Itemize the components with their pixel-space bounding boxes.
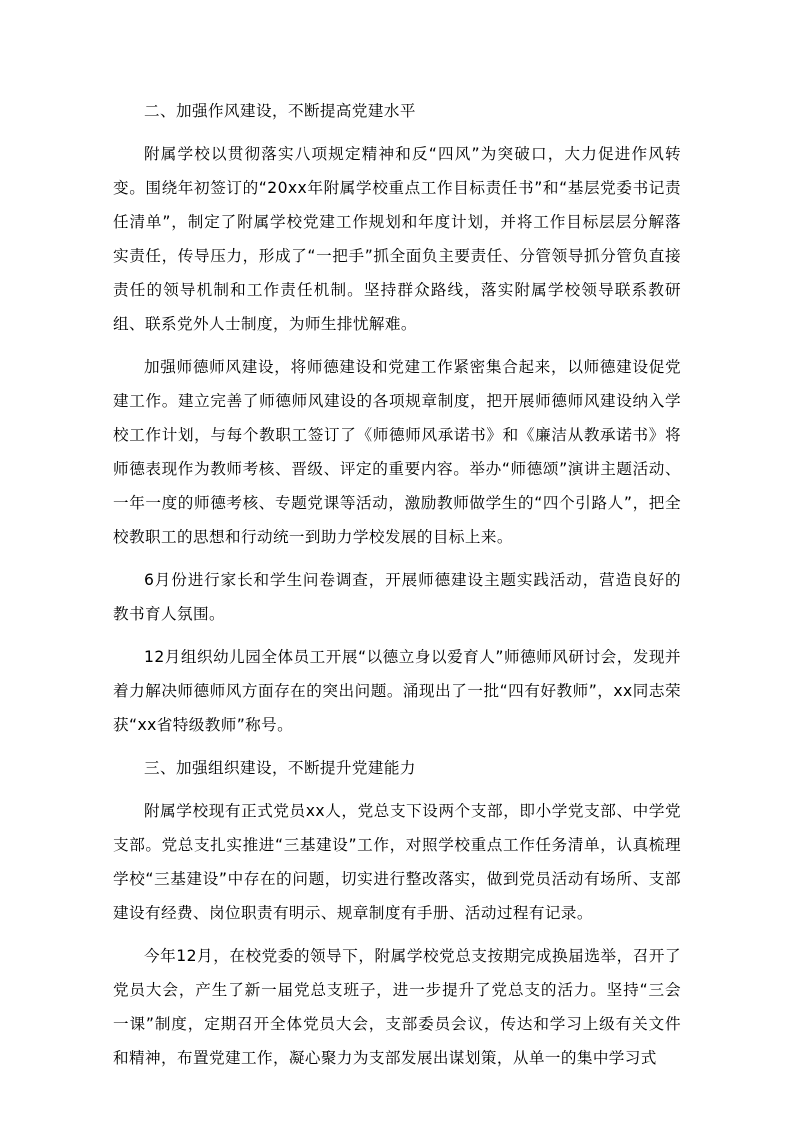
paragraph-december-seminar: 12月组织幼儿园全体员工开展“以德立身以爱育人”师德师风研讨会，发现并着力解决师德师风方面存在的突出问题。涌现出了一批“四有好教师”，xx同志荣获“xx省特级教师”称号。 [113,648,681,734]
paragraph-work-style: 附属学校以贯彻落实八项规定精神和反“四风”为突破口，大力促进作风转变。围绕年初签订的“20xx年附属学校重点工作目标责任书”和“基层党委书记责任清单”，制定了附属学校党建工作规划和年度计划，并将工作目标层层分解落实责任，传导压力，形成了“一把手”抓全面负主要责任、分管领导抓分管负直接责任的领导机制和工作责任机制。坚持群众路线，落实附属学校领导联系教研组、联系党外人士制度，为师生排忧解难。 [113,145,681,333]
section-heading-3: 三、加强组织建设，不断提升党建能力 [144,759,416,777]
paragraph-teacher-ethics: 加强师德师风建设，将师德建设和党建工作紧密集合起来，以师德建设促党建工作。建立完善了师德师风建设的各项规章制度，把开展师德师风建设纳入学校工作计划，与每个教职工签订了《师德师风承诺书》和《廉洁从教承诺书》将师德表现作为教师考核、晋级、评定的重要内容。举办“师德颂”演讲主题活动、一年一度的师德考核、专题党课等活动，激励教师做学生的“四个引路人”，把全校教职工的思想和行动统一到助力学校发展的目标上来。 [113,358,681,546]
document-page [113,94,681,1075]
paragraph-party-members: 附属学校现有正式党员xx人，党总支下设两个支部，即小学党支部、中学党支部。党总支扎实推进“三基建设”工作，对照学校重点工作任务清单，认真梳理学校“三基建设”中存在的问题，切实进行整改落实，做到党员活动有场所、支部建设有经费、岗位职责有明示、规章制度有手册、活动过程有记录。 [113,802,681,922]
section-heading-2: 二、加强作风建设，不断提高党建水平 [144,102,416,120]
paragraph-june-survey: 6月份进行家长和学生问卷调查，开展师德建设主题实践活动，营造良好的教书育人氛围。 [113,571,681,623]
paragraph-election: 今年12月，在校党委的领导下，附属学校党总支按期完成换届选举，召开了党员大会，产生了新一届党总支班子，进一步提升了党总支的活力。坚持“三会一课”制度，定期召开全体党员大会，支部委员会议，传达和学习上级有关文件和精神，布置党建工作，凝心聚力为支部发展出谋划策，从单一的集中学习式 [113,947,681,1067]
